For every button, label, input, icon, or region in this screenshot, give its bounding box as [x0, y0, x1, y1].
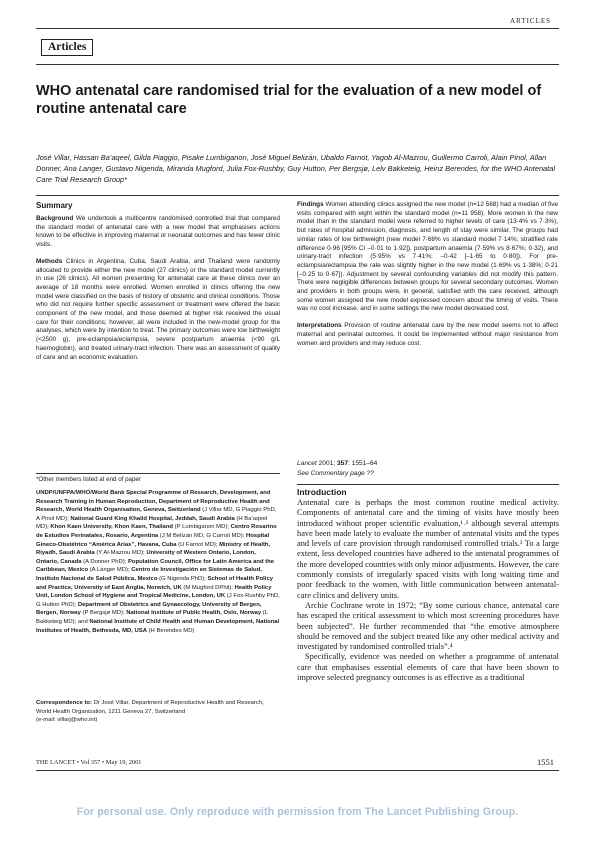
affiliation-institution: Department of Obstetrics and Gynaecology, University of Bergen, Bergen, Norway [36, 601, 262, 617]
citation-journal: Lancet [297, 460, 317, 467]
intro-paragraph-3: Specifically, evidence was needed on whether a programme of antenatal care that emphasises essential elements of care that have been shown to improve selected pregnancy outcomes is as effective as a traditional [297, 652, 559, 683]
affiliation-people: (A Donner PhD); [81, 558, 128, 565]
citation-year: 2001; [316, 460, 337, 467]
affiliation-people: (G Nigenda PhD); [157, 575, 208, 582]
footer-journal-info: THE LANCET • Vol 357 • May 19, 2001 [36, 759, 142, 766]
affiliation-people: (M Mugford DPhil); [181, 584, 235, 591]
affiliation-people: (U Farnot MD); [176, 541, 220, 548]
findings-label: Findings [297, 201, 324, 208]
watermark: For personal use. Only reproduce with permission from The Lancet Publishing Group. [76, 806, 519, 818]
correspondence-email[interactable]: (e-mail: villarj@who.int) [36, 717, 98, 724]
affiliation-institution: Health Policy Unit, London School of Hygiene and Tropical Medicine, London, UK [36, 584, 272, 600]
intro-rule [297, 484, 559, 485]
correspondence-label: Correspondence to: [36, 700, 92, 706]
affiliation-people: (H Berendes MD) [146, 627, 195, 634]
affiliation-people: (P Lumbiganon MD); [173, 524, 231, 531]
section-label: Articles [41, 39, 93, 56]
summary-left-column [36, 215, 280, 370]
affiliation-people: (A Langer MD); [88, 567, 132, 574]
affiliation-institution: University of Western Ontario, London, Ontario, Canada [36, 550, 256, 565]
page-number: 1551 [537, 757, 554, 767]
methods-paragraph [36, 258, 280, 362]
background-paragraph [36, 215, 280, 250]
summary-right-column [297, 201, 558, 356]
findings-paragraph [297, 201, 558, 314]
methods-text: Clinics in Argentina, Cuba, Saudi Arabia, and Thailand were randomly allocated to provide either the new model (27 clinics) or the standard model currently in use (26 clinics). All women presenting for antenatal care at these clinics over an average of 18 months were enrolled. Women enrolled in clinics offering the new model were classified on the basis of history of obstetric and clinical conditions. Those who did not require further specific assessment or treatment were offered the basic component of the new model, and those deemed at higher risk received the usual care for their conditions; however, all were included in the new-model group for the analyses, which were by intention to treat. The primary outcomes were low birthweight (<2500 g), pre-eclampsia/eclampsia, severe postpartum anaemia (<90 g/L haemoglobin), and treated urinary-tract infection. There was an assessment of quality of care and an economic evaluation. [36, 257, 280, 361]
affiliation-people: (P Bergsjø MD); [80, 610, 127, 617]
affiliation-rule [36, 473, 280, 474]
introduction-body [297, 498, 559, 683]
affiliation-institution: Centro de Investigación en Sistemas de Salud, Instituto Nacional de Salud Pública, Mexico [36, 567, 262, 582]
background-text: We undertook a multicentre randomised controlled trial that compared the standard model of antenatal care with a new model that emphasises actions known to be effective in improving maternal or neonatal outcomes and has fewer clinic visits. [36, 215, 280, 249]
article-title: WHO antenatal care randomised trial for the evaluation of a new model of routine antenatal care [36, 83, 542, 117]
introduction-heading: Introduction [297, 487, 347, 497]
section-rule [36, 64, 559, 65]
affiliation-institution: Ministry of Health, Riyadh, Saudi Arabia [36, 541, 271, 557]
header-rule [36, 28, 559, 29]
affiliation-people: (Y Al-Mazrou MD); [94, 550, 147, 557]
commentary-link[interactable]: See Commentary page ?? [297, 470, 374, 477]
affiliation-people: (J Fox-Rushby PhD, G Hutton PhD); [36, 593, 280, 608]
affiliation-people: (J Villar MD, G Piaggio PhD, A Pinol MD); [36, 507, 277, 522]
intro-paragraph-1: Antenatal care is perhaps the most common routine medical activity. Components of antenatal care and the timing of visits have mostly been introduced without proper scientific evaluation,¹˒² although several attempts have been made lately to evaluate the number of antenatal visits and the types and levels of care provision through randomised controlled trials.³ To a large extent, less developed countries have adhered to the antenatal programmes of the more developed countries with only minor adjustments. However, the care commonly consists of irregularly spaced visits with long waiting time and poor feedback to the women, with little communication between antenatal-care clinics and delivery units. [297, 498, 560, 600]
citation-line [297, 459, 377, 469]
running-header: ARTICLES [510, 17, 552, 25]
authors-rule [36, 195, 559, 196]
affiliation-institution: Population Council, Office for Latin America and the Caribbean, Mexico [36, 558, 275, 574]
affiliation-institution: Centro Rosarino de Estudios Perinatales, Rosario, Argentina [36, 524, 277, 539]
members-note: *Other members listed at end of paper [36, 476, 141, 483]
summary-heading: Summary [36, 201, 73, 210]
affiliation-institution: School of Health Policy and Practice, University of East Anglia, Norwich, UK [36, 575, 273, 591]
footer-rule [36, 770, 559, 771]
findings-text: Women attending clinics assigned the new model (n=12 568) had a median of five visits compared with eight within the standard model (n=11 958). More women in the new model than in the standard model were referred to higher levels of care (13·4% vs 7·3%), but rates of hospital admission, diagnosis, and length of stay were similar. The groups had similar rates of low birthweight (new model 7·68% vs standard model 7·14%; stratified rate difference 0·96 [95% CI –0·01 to 1·92]), postpartum anaemia (7·59% vs 8·67%; 0·32), and urinary-tract infection (5·95% vs 7·41%; –0·42 [–1·65 to 0·80]). For pre-eclampsia/eclampsia the rate was slightly higher in the new model (1·69% vs 1·38%; 0·21 [–0·25 to 0·67]). Adjustment by several confounding variables did not modify this pattern. There were negligible differences between groups for several secondary outcomes. Women and providers in both groups were, in general, satisfied with the care received, although some women assigned the new model expressed concern about the timing of visits. There was no cost increase, and in some settings the new model decreased cost. [297, 201, 558, 313]
affiliation-institution: UNDP/UNFPA/WHO/World Bank Special Programme of Research, Development, and Research Training in Human Reproduction, Department of Reproductive Health and Research, World Health Organisation, Geneva, Switzerland [36, 490, 271, 514]
author-list: José Villar, Hassan Ba’aqeel, Gilda Piaggio, Pisake Lumbiganon, José Miguel Belizán, Ubaldo Farnot, Yagob Al-Mazrou, Guillermo Carroli, Alain Pinol, Allan Donner, Ana Langer, Gustavo Nigenda, Miranda Mugford, Julia Fox-Rushby, Guy Hutton, Per Bergsjø, Lelv Bakketeig, Heinz Berendes, for the WHO Antenatal Care Trial Research Group* [36, 153, 555, 184]
citation [297, 459, 377, 479]
affiliation-people: (J M Belizán MD, G Carroli MD); [158, 532, 246, 539]
citation-pages: : 1551–64 [348, 460, 378, 467]
correspondence-address: Dr José Villar, Department of Reproductive Health and Research, World Health Organization, 1211 Geneva 27, Switzerland [36, 700, 264, 715]
affiliation-people: (L Bakketeig MD); and [36, 610, 268, 625]
methods-label: Methods [36, 257, 63, 265]
affiliation-institution: National Institute of Child Health and Human Development, National Institutes of Health, Bethesda, MD, USA [36, 618, 280, 634]
affiliation-institution: National Institute of Public Health, Oslo, Norway [126, 610, 262, 617]
affiliation-list [36, 489, 280, 635]
background-label: Background [36, 215, 74, 222]
affiliation-people: (H Ba’aqeel MD); [36, 515, 268, 531]
intro-paragraph-2: Archie Cochrane wrote in 1972; “By some curious chance, antenatal care has escaped the critical assessment to which most screening procedures have been subjected”. He further recommended that “the emotive atmosphere should be removed and the subject treated like any other medical activity and investigated by randomised controlled trials”.⁴ [297, 600, 559, 652]
citation-volume: 357 [336, 460, 348, 467]
correspondence [36, 699, 280, 725]
affiliation-institution: Hospital Gineco-Obstétrico “América Arias”, Havana, Cuba [36, 532, 270, 548]
interpretations-text: Provision of routine antenatal care by the new model seems not to affect maternal and perinatal outcomes. It could be implemented without major resistance from women and providers and may reduce cost. [297, 322, 558, 347]
interpretations-paragraph [297, 322, 558, 348]
affiliation-institution: National Guard King Khalid Hospital, Jeddah, Saudi Arabia [70, 515, 235, 522]
interpretations-label: Interpretations [297, 322, 342, 330]
affiliation-institution: Khon Kaen University, Khon Kaen, Thailand [50, 524, 174, 531]
